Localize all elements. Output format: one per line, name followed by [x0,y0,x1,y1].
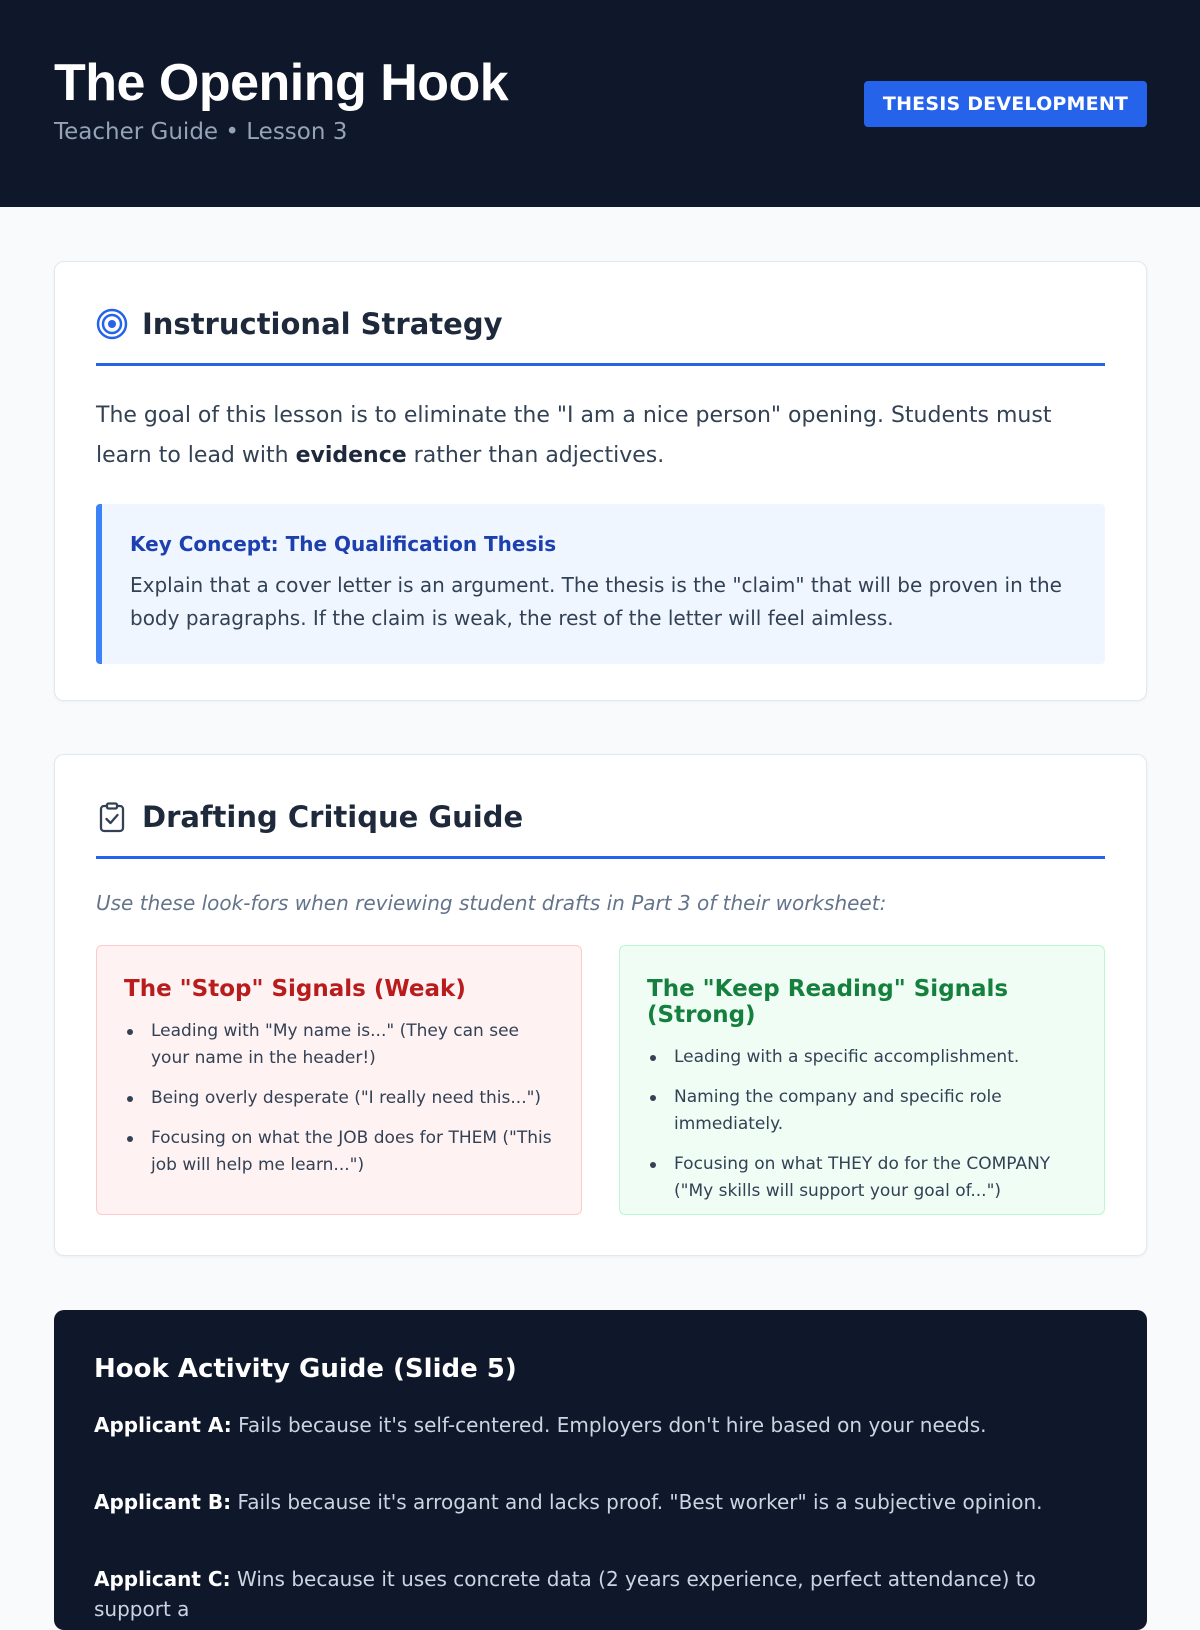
applicant-note [94,1410,1107,1440]
hook-activity-panel [54,1310,1147,1630]
list-item: Naming the company and specific role immediately. [647,1084,1078,1138]
section-heading: Drafting Critique Guide [142,799,524,834]
weak-signals-title: The "Stop" Signals (Weak) [124,976,466,1002]
clipboard-check-icon [96,801,128,833]
applicant-note [94,1487,1107,1517]
section-heading: Instructional Strategy [142,306,503,341]
list-item: Leading with "My name is..." (They can see your name in the header!) [124,1018,555,1072]
target-icon [96,308,128,340]
lead-text-end: rather than adjectives. [406,443,665,468]
applicant-text: Fails because it's arrogant and lacks proof. "Best worker" is a subjective opinion. [231,1490,1043,1514]
list-item: Being overly desperate ("I really need this...") [124,1085,555,1112]
lesson-goal-text [96,396,1105,476]
applicant-text: Fails because it's self-centered. Employers don't hire based on your needs. [231,1413,987,1437]
weak-signals-list [124,1018,555,1179]
list-item: Focusing on what THEY do for the COMPANY ("My skills will support your goal of...") [647,1151,1078,1205]
lead-emphasis: evidence [295,443,407,468]
page-subtitle: Teacher Guide • Lesson 3 [54,119,348,145]
card-header [96,262,1105,366]
instructional-strategy-card [54,261,1147,701]
page-title: The Opening Hook [54,54,509,112]
list-item: Focusing on what the JOB does for THEM ("This job will help me learn...") [124,1125,555,1179]
key-concept-callout [96,504,1105,664]
strong-signals-list [647,1044,1078,1205]
drafting-critique-card [54,754,1147,1256]
applicant-text: Wins because it uses concrete data (2 years experience, perfect attendance) to support a [94,1567,1036,1621]
applicant-label: Applicant B: [94,1490,232,1514]
look-fors-hint: Use these look-fors when reviewing student drafts in Part 3 of their worksheet: [96,891,887,915]
activity-heading: Hook Activity Guide (Slide 5) [94,1354,517,1384]
lead-text: The goal of this lesson is to eliminate the "I am a nice person" opening. Students must learn to lead with [96,403,1052,468]
strong-signals-title: The "Keep Reading" Signals (Strong) [647,976,1009,1028]
signal-columns [96,945,1105,1215]
list-item: Leading with a specific accomplishment. [647,1044,1078,1071]
strong-signals-box [619,945,1105,1215]
page-header [0,0,1200,207]
weak-signals-box [96,945,582,1215]
key-concept-title: Key Concept: The Qualification Thesis [130,532,557,556]
topic-badge: THESIS DEVELOPMENT [864,81,1147,127]
applicant-label: Applicant A: [94,1413,232,1437]
key-concept-body: Explain that a cover letter is an argument. The thesis is the "claim" that will be proven in the body paragraphs. If the claim is weak, the rest of the letter will feel aimless. [130,573,1062,630]
card-header [96,755,1105,859]
applicant-note [94,1564,1107,1624]
applicant-label: Applicant C: [94,1567,231,1591]
